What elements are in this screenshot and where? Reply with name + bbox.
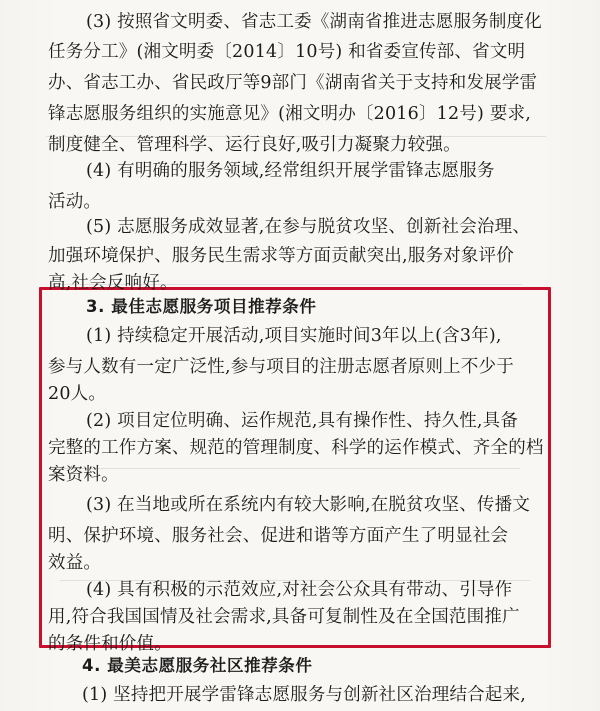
text-line: 用,符合我国国情及社会需求,具备可复制性及在全国范围推广	[48, 607, 520, 627]
section-heading: 4. 最美志愿服务社区推荐条件	[82, 656, 313, 675]
text-line: 办、省志工办、省民政厅等9部门《湖南省关于支持和发展学雷	[48, 73, 538, 93]
text-line: 加强环境保护、服务民生需求等方面贡献突出,服务对象评价	[48, 246, 514, 266]
text-line: (2) 项目定位明确、运作规范,具有操作性、持久性,具备	[86, 411, 519, 431]
text-line: (5) 志愿服务成效显著,在参与脱贫攻坚、创新社会治理、	[86, 217, 531, 237]
text-line: 20人。	[48, 384, 107, 404]
text-line: (3) 在当地或所在系统内有较大影响,在脱贫攻坚、传播文	[86, 495, 531, 515]
text-line: 任务分工》(湘文明委〔2014〕10号) 和省委宣传部、省文明	[48, 42, 526, 62]
text-line: (4) 有明确的服务领域,经常组织开展学雷锋志愿服务	[86, 161, 495, 181]
text-line: (1) 持续稳定开展活动,项目实施时间3年以上(含3年),	[86, 326, 502, 346]
text-line: 制度健全、管理科学、运行良好,吸引力凝聚力较强。	[48, 135, 461, 155]
text-line: 完整的工作方案、规范的管理制度、科学的运作模式、齐全的档	[48, 438, 544, 458]
text-line: 高,社会反响好。	[48, 273, 178, 293]
text-line: 效益。	[48, 553, 102, 573]
text-line: (1) 坚持把开展学雷锋志愿服务与创新社区治理结合起来,	[82, 685, 527, 705]
text-line: 的条件和价值。	[48, 634, 172, 654]
section-heading: 3. 最佳志愿服务项目推荐条件	[86, 297, 317, 316]
text-line: 活动。	[48, 192, 102, 212]
text-line: (3) 按照省文明委、省志工委《湖南省推进志愿服务制度化	[86, 12, 542, 32]
text-line: (4) 具有积极的示范效应,对社会公众具有带动、引导作	[86, 580, 513, 600]
text-line: 参与人数有一定广泛性,参与项目的注册志愿者原则上不少于	[48, 357, 514, 377]
text-line: 明、保护环境、服务社会、促进和谐等方面产生了明显社会	[48, 526, 509, 546]
text-line: 锋志愿服务组织的实施意见》(湘文明办〔2016〕12号) 要求,	[48, 104, 531, 124]
text-line: 案资料。	[48, 465, 119, 485]
